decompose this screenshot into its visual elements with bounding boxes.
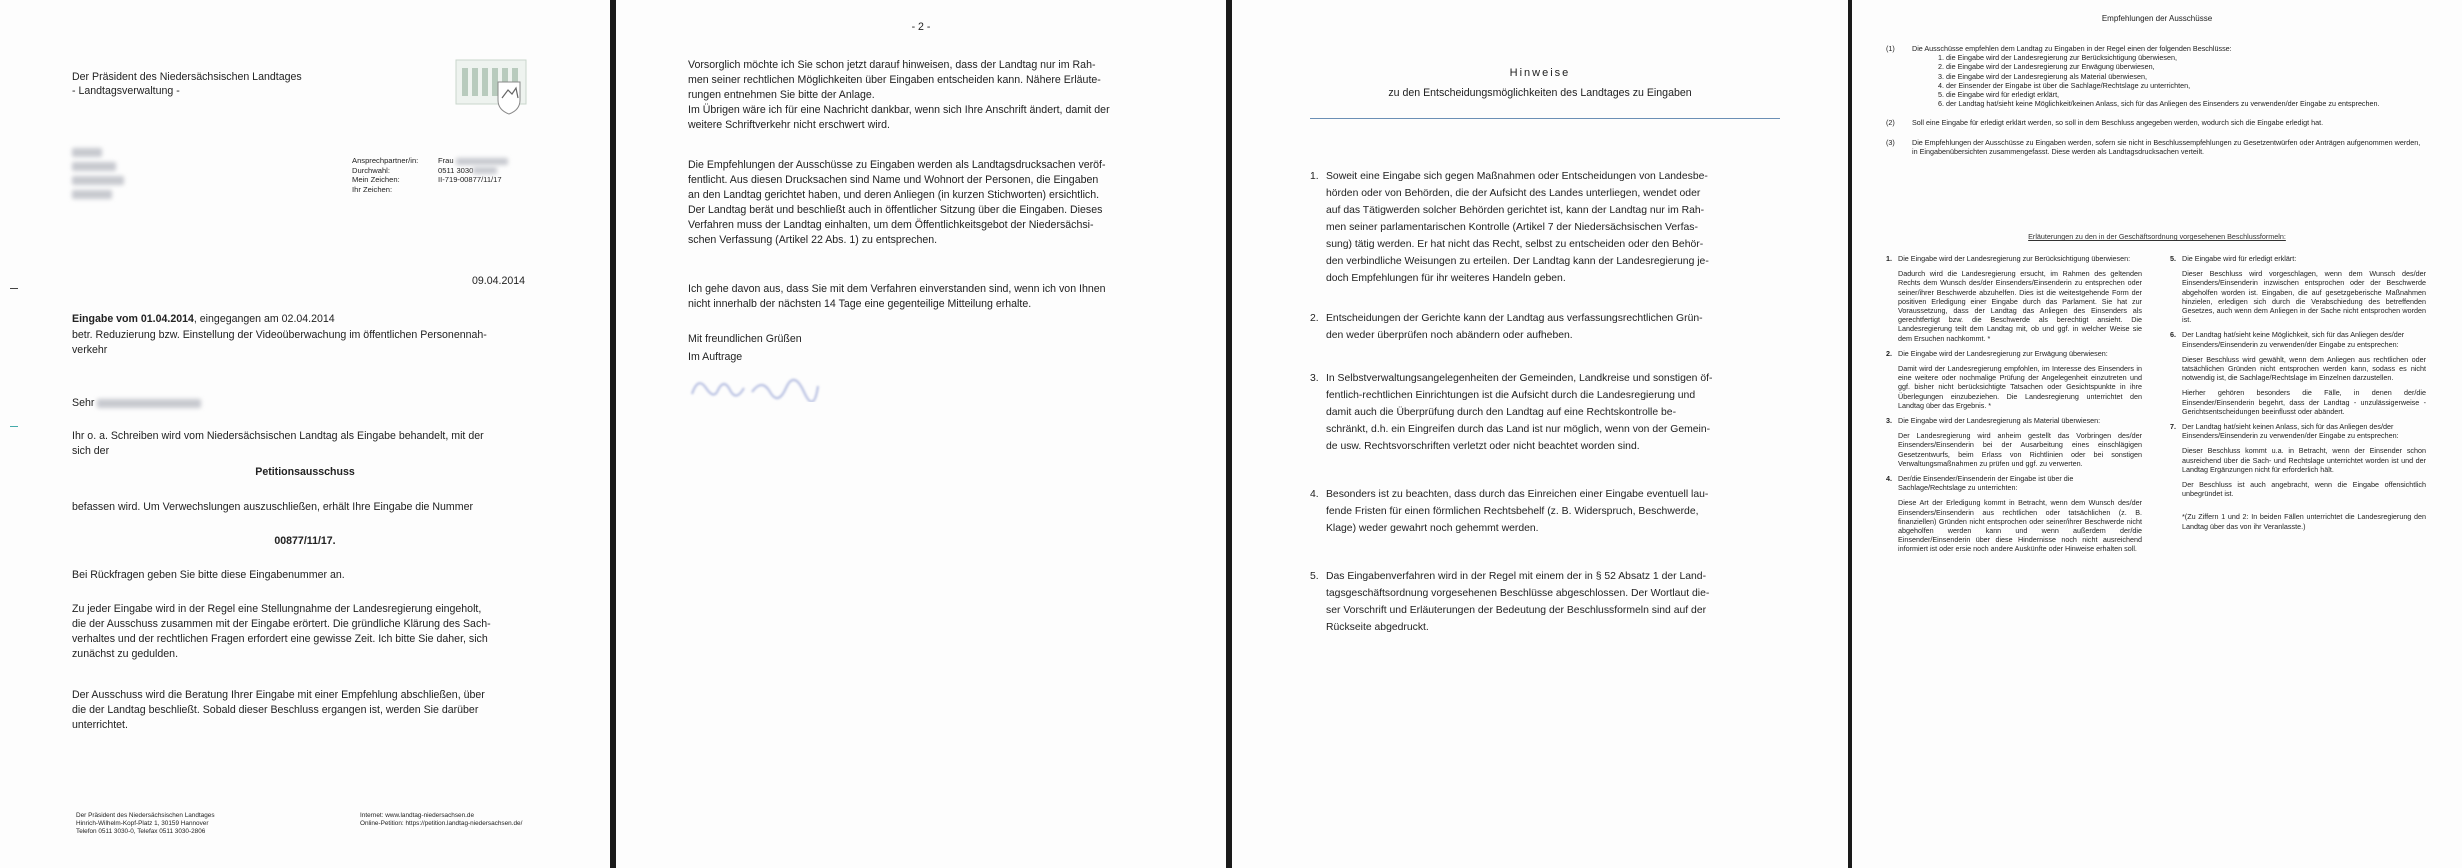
footer-address: Der Präsident des Niedersächsischen Landtages Hinrich-Wilhelm-Kopf-Platz 1, 30159 Hannover Telefon 0511 3030-0, Telefax 0511 3030-2806 bbox=[76, 812, 215, 835]
recommendations-title: Empfehlungen der Ausschüsse bbox=[2101, 14, 2213, 23]
hints-title: Hinweise bbox=[1509, 67, 1571, 79]
hints-page bbox=[1232, 0, 1848, 868]
footnote: *(Zu Ziffern 1 und 2: In beiden Fällen unterrichtet die Landesregierung den Landtag über das von ihr Veranlasste.) bbox=[2182, 512, 2426, 531]
page-number: - 2 - bbox=[911, 21, 931, 33]
para3: Bei Rückfragen geben Sie bitte diese Eingabenummer an. bbox=[72, 569, 345, 581]
eingabe-line: Eingabe vom 01.04.2014, eingegangen am 02.04.2014 bbox=[72, 313, 335, 325]
recommendations-intro: (1) Die Ausschüsse empfehlen dem Landtag zu Eingaben in der Regel einen der folgenden Beschlüsse: 1. die Eingabe wird der Landesregierung zur Berücksichtigung überwiesen, 2. die Eingabe wird der Landesregierung zur Erwägung überwiesen, 3. die Eingabe wird der Landesregierung als Material überwiesen, 4. der Einsender der Eingabe ist über die Sachlage/Rechtslage zu unterrichten, 5. die Eingabe wird für erledigt erklärt, 6. der Landtag hat/sieht keine Möglichkeit/keinen Anlass, sich für das Anliegen des Einsenders zu verwenden/der Eingabe zu entsprechen. (2) Soll eine Eingabe für erledigt erklärt werden, so soll in dem Beschluss angegeben werden, wodurch sich die Eingabe erledigt hat. (3) Die Empfehlungen der Ausschüsse zu Eingaben werden, sofern sie nicht in Beschlussempfehlungen zu Gesetzentwürfen oder Anträgen aufgenommen werden, in Eingabenübersichten zusammengefasst. Diese werden als Landtagsdrucksachen verteilt. bbox=[1886, 44, 2421, 156]
im-auftrage: Im Auftrage bbox=[688, 351, 743, 363]
letter-page-1 bbox=[0, 0, 610, 868]
committee-name: Petitionsausschuss bbox=[255, 466, 355, 478]
para1-line2: sich der bbox=[72, 445, 110, 457]
subject-line-2: verkehr bbox=[72, 344, 108, 356]
footer-web: Internet: www.landtag-niedersachsen.de Online-Petition: https://petition.landtag-niedersachsen.de/ bbox=[360, 812, 523, 827]
signature-icon bbox=[688, 372, 828, 402]
sender-name: Der Präsident des Niedersächsischen Landtages bbox=[72, 71, 302, 83]
letter-page-2 bbox=[616, 0, 1226, 868]
page2-para2: Die Empfehlungen der Ausschüsse zu Eingaben werden als Landtagsdrucksachen veröf- fentlicht. Aus diesen Drucksachen sind Name und Wohnort der Personen, die Eingaben an den Landtag gerichtet haben, und deren Anliegen (in kurzen Stichworten) ersichtlich. Der Landtag berät und beschließt auch in öffentlicher Sitzung über die Eingaben. Dieses Verfahren muss der Landtag einhalten, um dem Öffentlichkeitsgebot der Niedersächsi- schen Verfassung (Artikel 22 Abs. 1) zu entsprechen. bbox=[688, 159, 1106, 246]
explanations-heading: Erläuterungen zu den in der Geschäftsordnung vorgesehenen Beschlussformeln: bbox=[2028, 232, 2286, 241]
hints-divider bbox=[1310, 118, 1780, 119]
hint-item-4: 4. Besonders ist zu beachten, dass durch das Einreichen einer Eingabe eventuell lau- fende Fristen für einen förmlichen Rechtsbehelf (z. B. Widerspruch, Beschwerde, Klage) weder gewahrt noch gehemmt werden. bbox=[1310, 489, 1709, 534]
hint-item-1: 1. Soweit eine Eingabe sich gegen Maßnahmen oder Entscheidungen von Landesbe- hörden oder von Behörden, die der Aufsicht des Landes unterliegen, wendet oder auf das Tätigwerden solcher Behörden gerichtet ist, kann der Landtag nur im Rah- men seiner parlamentarischen Kontrolle (Artikel 7 der Niedersächsischen Verfas- sung) tätig werden. Er hat nicht das Recht, selbst zu entscheiden oder den Behör- den verbindliche Weisungen zu erteilen. Der Landtag kann der Landesregierung je- doch Empfehlungen für ihr weiteres Handeln geben. bbox=[1310, 171, 1709, 284]
contact-labels: Ansprechpartner/in: Durchwahl: Mein Zeichen: Ihr Zeichen: bbox=[352, 156, 419, 194]
subject-line-1: betr. Reduzierung bzw. Einstellung der Videoüberwachung im öffentlichen Personennah- bbox=[72, 329, 487, 341]
sender-dept: - Landtagsverwaltung - bbox=[72, 85, 180, 97]
para1-line1: Ihr o. a. Schreiben wird vom Niedersächsischen Landtag als Eingabe behandelt, mit der bbox=[72, 430, 484, 442]
hint-item-2: 2. Entscheidungen der Gerichte kann der Landtag aus verfassungsrechtlichen Grün- den weder überprüfen noch abändern oder aufheben. bbox=[1310, 313, 1703, 341]
page2-para3: Ich gehe davon aus, dass Sie mit dem Verfahren einverstanden sind, wenn ich von Ihnen nicht innerhalb der nächsten 14 Tage eine gegenteilige Mitteilung erhalte. bbox=[688, 283, 1106, 310]
explanations-right-column: 5. Die Eingabe wird für erledigt erklärt: Dieser Beschluss wird vorgeschlagen, wenn dem Wunsch des/der Einsenders/Einsenderin inzwischen entsprochen oder der Beschwerde abgeholfen worden ist. Eingaben, die auf gesetzgeberische Maßnahmen hinzielen, erledigen sich durch die Verabschiedung des betreffenden Gesetzes, auch wenn dem Anliegen in der Sache nicht entsprochen worden ist. 6. Der Landtag hat/sieht keine Möglichkeit, sich für das Anliegen des/der Einsenders/Einsenderin zu verwenden/der Eingabe zu entsprechen: Dieser Beschluss wird gewählt, wenn dem Anliegen aus rechtlichen oder tatsächlichen Gründen nicht entsprochen werden kann, sodass es nicht notwendig ist, die Sachlage/Rechtslage im Einzelnen darzustellen. Hierher gehören besonders die Fälle, in denen der/die Einsender/Einsenderin begehrt, dass der Landtag - unzulässigerweise - Gerichtsentscheidungen beeinflusst oder abändert. 7. Der Landtag hat/sieht keinen Anlass, sich für das Anliegen des/der Einsenders/Einsenderin zu verwenden/der Eingabe zu entsprechen: Dieser Beschluss kommt u.a. in Betracht, wenn der Einsender schon ausreichend über die Sach- und Rechtslage unterrichtet worden ist und der Landtag Ergänzungen nicht für erforderlich hält. Der Beschluss ist auch angebracht, wenn die Eingabe offensichtlich unbegründet ist. *(Zu Ziffern 1 und 2: In beiden Fällen unterrichtet die Landesregierung den Landtag über das von ihr Veranlasste.) bbox=[2170, 254, 2426, 531]
salutation: Sehr bbox=[72, 396, 201, 411]
recommendations-page bbox=[1852, 0, 2462, 868]
hint-item-3: 3. In Selbstverwaltungsangelegenheiten der Gemeinden, Landkreise und sonstigen öf- fentlich-rechtlichen Einrichtungen ist die Aufsicht durch die Landesregierung und damit auch die Überprüfung durch den Landtag auf eine Rechtskontrolle be- schränkt, d.h. ein Eingreifen durch das Land ist nur möglich, wenn von der Gemein- de usw. Rechtsvorschriften verletzt oder nicht beachtet worden sind. bbox=[1310, 373, 1713, 452]
page2-para1: Vorsorglich möchte ich Sie schon jetzt darauf hinweisen, dass der Landtag nur im Rah- men seiner rechtlichen Möglichkeiten über Eingaben entscheiden kann. Nähere Erläute- rungen entnehmen Sie bitte der Anlage. Im Übrigen wäre ich für eine Nachricht dankbar, wenn sich Ihre Anschrift ändert, damit der weitere Schriftverkehr nicht erschwert wird. bbox=[688, 59, 1110, 131]
closing: Mit freundlichen Grüßen bbox=[688, 333, 802, 345]
explanations-left-column: 1. Die Eingabe wird der Landesregierung zur Berücksichtigung überwiesen: Dadurch wird die Landesregierung ersucht, im Rahmen des geltenden Rechts dem Wunsch des/der Einsenders/Einsenderin zu entsprechen oder seiner/ihrer Beschwerde abzuhelfen. Dies ist die weitestgehende Form der positiven Erledigung einer Eingabe durch das Parlament. Sie hat zur Voraussetzung, dass der Landtag das Anliegen des Einsenders als gerechtfertigt bzw. die Beschwerde als berechtigt ansieht. Die Landesregierung teilt dem Landtag mit, ob und ggf. in welcher Weise sie dem Ersuchen nachkommt. * 2. Die Eingabe wird der Landesregierung zur Erwägung überwiesen: Damit wird der Landesregierung empfohlen, im Interesse des Einsenders in eine weitere oder nochmalige Prüfung der Angelegenheit einzutreten und ggf. bisher nicht berücksichtigte Tatsachen oder Gesichtspunkte in ihre Überlegungen einzubeziehen. Die Landesregierung unterrichtet den Landtag über das Ergebnis. * 3. Die Eingabe wird der Landesregierung als Material überwiesen: Der Landesregierung wird anheim gestellt das Vorbringen des/der Einsenders/Einsenderin bei der Ausarbeitung eines einschlägigen Gesetzentwurfs, beim Erlass von Richtlinien oder bei sonstigen Verwaltungsmaßnahmen zu prüfen und ggf. zu verwerten. 4. Der/die Einsender/Einsenderin der Eingabe ist über die Sachlage/Rechtslage zu unterrichten: Diese Art der Erledigung kommt in Betracht, wenn dem Wunsch des/der Einsenders/Einsenderin aus rechtlichen oder tatsächlichen (z. B. finanziellen) Gründen nicht entsprochen oder seiner/ihrer Beschwerde nicht abgeholfen werden kann und wenn außerdem der/die Einsender/Einsenderin über diese Hindernisse noch nicht ausreichend informiert ist oder ersie noch andere Auskünfte oder Hinweise erhalten soll. bbox=[1886, 254, 2142, 554]
letter-date: 09.04.2014 bbox=[472, 275, 526, 287]
hint-item-5: 5. Das Eingabenverfahren wird in der Regel mit einem der in § 52 Absatz 1 der Land- tagsgeschäftsordnung vorgesehenen Beschlüsse abgeschlossen. Der Wortlaut die- ser Vorschrift und Erläuterungen der Bedeutung der Beschlussformeln sind auf der Rückseite abgedruckt. bbox=[1310, 571, 1710, 633]
recipient-address-redacted bbox=[72, 148, 124, 199]
hints-subtitle: zu den Entscheidungsmöglichkeiten des Landtages zu Eingaben bbox=[1388, 87, 1692, 99]
para5: Der Ausschuss wird die Beratung Ihrer Eingabe mit einer Empfehlung abschließen, über die der Landtag beschließt. Sobald dieser Beschluss ergangen ist, werden Sie darüber unterrichtet. bbox=[72, 689, 485, 731]
landtag-logo-icon bbox=[454, 52, 544, 118]
contact-values: Frau 0511 3030 II-719-00877/11/17 bbox=[438, 156, 548, 185]
para2: befassen wird. Um Verwechslungen auszuschließen, erhält Ihre Eingabe die Nummer bbox=[72, 501, 473, 513]
para4: Zu jeder Eingabe wird in der Regel eine Stellungnahme der Landesregierung eingeholt, die der Ausschuss zusammen mit der Eingabe erörtert. Die gründliche Klärung des Sach- verhaltes und der rechtlichen Fragen erfordert eine gewisse Zeit. Ich bitte Sie daher, sich zunächst zu gedulden. bbox=[72, 603, 491, 660]
petition-number: 00877/11/17. bbox=[274, 535, 336, 547]
